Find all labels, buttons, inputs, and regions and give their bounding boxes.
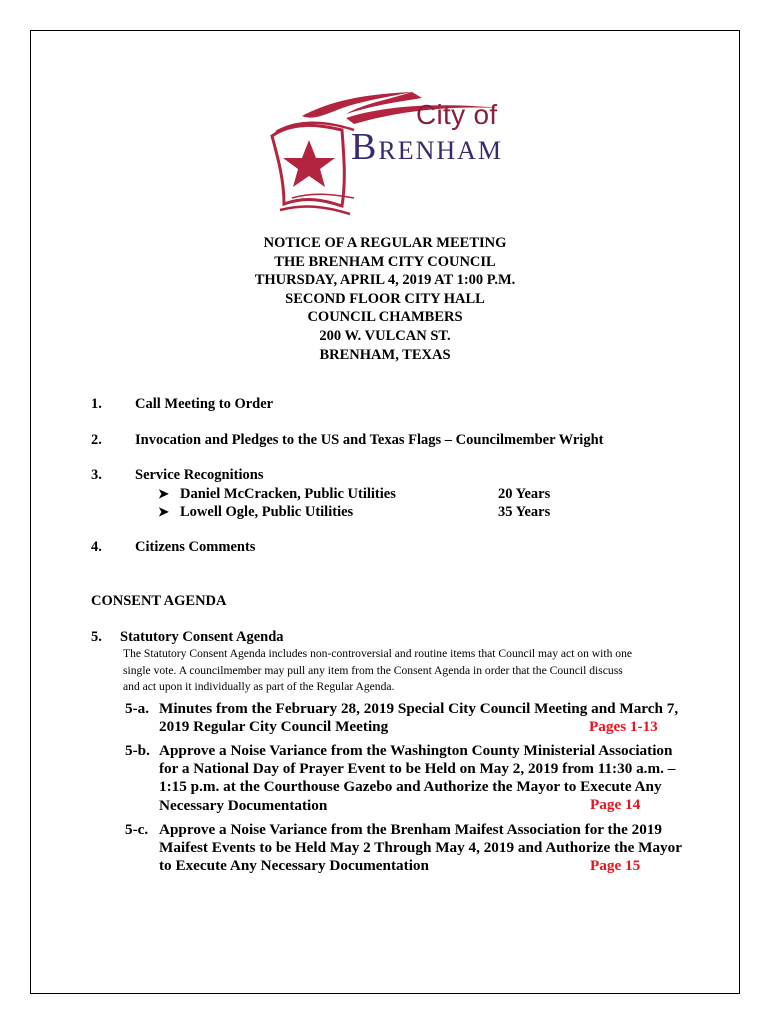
item-3-title: Service Recognitions [135,467,264,483]
sub-item-line: Necessary Documentation [159,796,328,814]
item-5-title: Statutory Consent Agenda [120,629,284,645]
description-line: and act upon it individually as part of the Regular Agenda. [123,680,395,694]
meeting-notice [0,234,770,364]
item-3-number: 3. [91,467,102,483]
item-2-number: 2. [91,432,102,448]
consent-description [123,646,683,696]
sub-item-line: to Execute Any Necessary Documentation [159,857,429,875]
arrow-bullet-icon: ➤ [158,486,169,501]
description-line: The Statutory Consent Agenda includes non-controversial and routine items that Council may act on with one [123,647,633,660]
logo-brenham [351,125,503,169]
sub-item-line: Approve a Noise Variance from the Brenham Maifest Association for the 2019 [159,821,662,838]
page-reference: Page 14 [590,796,641,813]
city-of-brenham-logo [262,88,512,223]
consent-agenda-heading: CONSENT AGENDA [91,593,227,609]
item-1-number: 1. [91,396,102,412]
sub-item-line: Approve a Noise Variance from the Washington County Ministerial Association [159,742,673,759]
logo-brenham-rest: RENHAM [378,136,504,165]
sub-item-line: 2019 Regular City Council Meeting [159,718,389,736]
item-2-title: Invocation and Pledges to the US and Texas Flags – Councilmember Wright [135,432,604,448]
notice-line: BRENHAM, TEXAS [319,346,451,363]
page-reference: Page 15 [590,857,641,874]
notice-line: THURSDAY, APRIL 4, 2019 AT 1:00 P.M. [254,272,516,289]
arrow-bullet-icon: ➤ [158,504,169,519]
sub-item-label: 5-b. [125,742,150,759]
sub-item-label: 5-c. [125,821,149,838]
notice-line: 200 W. VULCAN ST. [319,327,451,344]
sub-item-label: 5-a. [125,700,150,717]
recognition-name: Lowell Ogle, Public Utilities [180,504,354,520]
sub-item-line: for a National Day of Prayer Event to be Held on May 2, 2019 from 11:30 a.m. – [159,760,676,778]
item-4-number: 4. [91,539,102,555]
recognition-item [158,486,396,503]
notice-line: THE BRENHAM CITY COUNCIL [274,253,496,270]
item-5-number: 5. [91,629,102,645]
sub-item-line: Maifest Events to be Held May 2 Through May 4, 2019 and Authorize the Mayor [159,839,682,857]
notice-line: SECOND FLOOR CITY HALL [285,290,485,307]
sub-item-line: Minutes from the February 28, 2019 Special City Council Meeting and March 7, [159,700,679,717]
recognition-years: 20 Years [498,486,551,502]
item-4-title: Citizens Comments [135,539,256,555]
recognition-years: 35 Years [498,504,551,520]
recognition-item [158,504,353,521]
recognition-name: Daniel McCracken, Public Utilities [180,486,396,502]
logo-city-of: City of [416,99,498,130]
notice-line: COUNCIL CHAMBERS [307,309,463,326]
item-1-title: Call Meeting to Order [135,396,274,412]
page-reference: Pages 1-13 [589,718,658,735]
logo-brenham-initial: B [351,126,379,168]
description-line: single vote. A councilmember may pull any item from the Consent Agenda in order that the Council discuss [123,663,623,677]
sub-item-line: 1:15 p.m. at the Courthouse Gazebo and Authorize the Mayor to Execute Any [159,778,662,796]
notice-line: NOTICE OF A REGULAR MEETING [263,235,507,251]
